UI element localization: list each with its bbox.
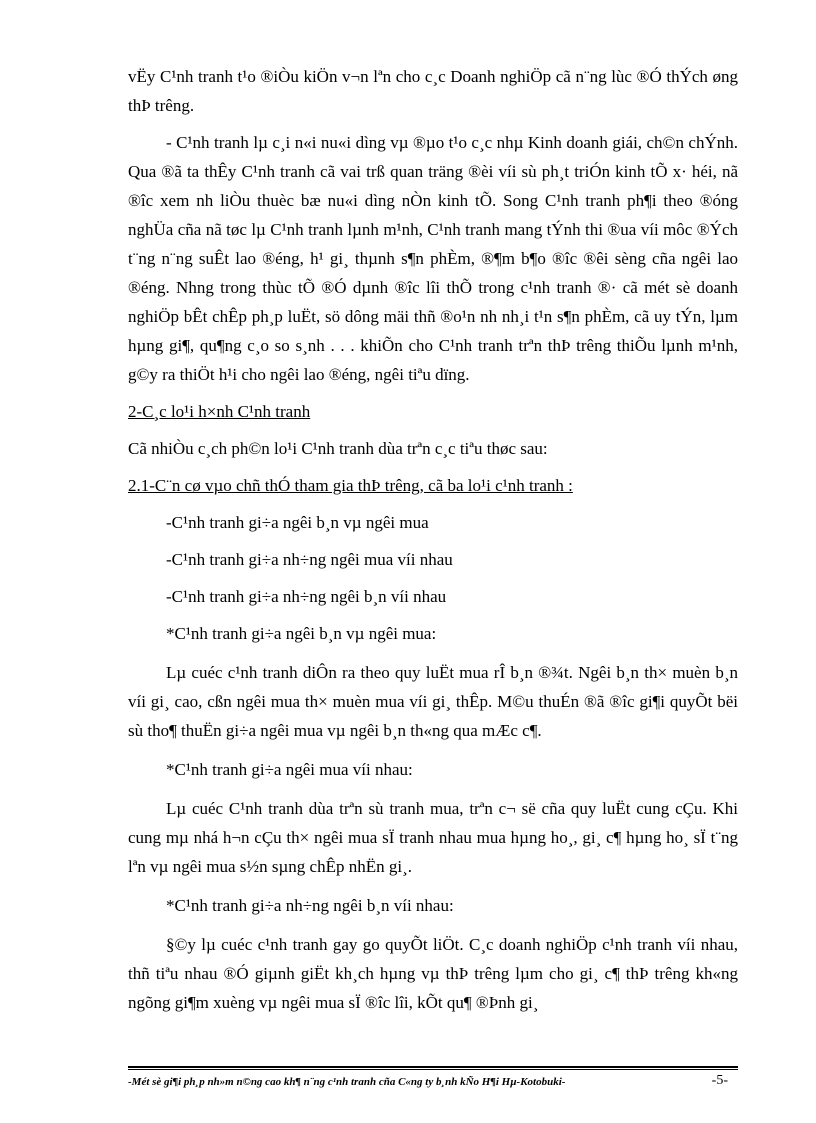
paragraph-buyers: Lµ cuéc C¹nh tranh dùa trªn sù tranh mua, trªn c¬ së cña quy luËt cung cÇu. Khi cung mµ nhá h¬n cÇu th× ngêi mua sÏ tranh nhau mua hµng ho¸, gi¸ c¶ hµng ho¸ sÏ t¨ng lªn vµ ngêi mua s½n sµng chÊp nhËn gi¸. bbox=[128, 799, 738, 876]
list-item-2: -C¹nh tranh gi÷a nh÷ng ngêi mua víi nhau bbox=[166, 550, 453, 569]
paragraph-seller-buyer: Lµ cuéc c¹nh tranh diÔn ra theo quy luËt mua rÎ b¸n ®¾t. Ngêi b¸n th× muèn b¸n víi gi¸ cao, cßn ngêi mua th× muèn mua víi gi¸ thÊp. M©u thuÉn ®ã ®îc gi¶i quyÕt bëi sù tho¶ thuËn gi÷a ngêi mua vµ ngêi b¸n th«ng qua mÆc c¶. bbox=[128, 663, 738, 740]
list-item-1: -C¹nh tranh gi÷a ngêi b¸n vµ ngêi mua bbox=[166, 513, 429, 532]
subsection-heading-2-1: 2.1-C¨n cø vµo chñ thÓ tham gia thÞ trêng, cã ba lo¹i c¹nh tranh : bbox=[128, 476, 573, 495]
section-heading-2: 2-C¸c lo¹i h×nh C¹nh tranh bbox=[128, 402, 311, 421]
subheading-seller-buyer: *C¹nh tranh gi÷a ngêi b¸n vµ ngêi mua: bbox=[166, 624, 437, 643]
page-number: -5- bbox=[711, 1073, 728, 1088]
page-footer bbox=[128, 1072, 738, 1094]
subheading-sellers: *C¹nh tranh gi÷a nh÷ng ngêi b¸n víi nhau: bbox=[166, 896, 454, 915]
paragraph-1: vËy C¹nh tranh t¹o ®iÒu kiÖn v¬n lªn cho c¸c Doanh nghiÖp cã n¨ng lùc ®Ó thÝch øng thÞ trêng. bbox=[128, 67, 738, 115]
paragraph-2: - C¹nh tranh lµ c¸i n«i nu«i dìng vµ ®µo t¹o c¸c nhµ Kinh doanh giái, ch©n chÝnh. Qua ®ã ta thÊy C¹nh tranh cã vai trß quan träng ®èi víi sù ph¸t triÓn kinh tÕ x· héi, nã ®îc xem nh liÒu thuèc bæ nu«i dìng nÒn kinh tÕ. Song C¹nh tranh ph¶i theo ®óng nghÜa cña nã tøc lµ C¹nh tranh lµnh m¹nh, C¹nh tranh mang tÝnh thi ®ua víi môc ®Ých t¨ng n¨ng suÊt lao ®éng, h¹ gi¸ thµnh s¶n phÈm, ®¶m b¶o ®îc ®êi sèng cña ngêi lao ®éng. Nhng trong thùc tÕ ®Ó dµnh ®îc lîi thÕ trong c¹nh tranh ®· cã mét sè doanh nghiÖp bÊt chÊp ph¸p luËt, sö dông mäi thñ ®o¹n nh nh¸i t¹n s¶n phÈm, cã uy tÝn, lµm hµng gi¶, qu¶ng c¸o so s¸nh . . . khiÕn cho C¹nh tranh trªn thÞ trêng thiÕu lµnh m¹nh, g©y ra thiÖt h¹i cho ngêi lao ®éng, ngêi tiªu dïng. bbox=[128, 133, 738, 384]
page-body bbox=[128, 62, 738, 1017]
footer-divider-thin bbox=[128, 1069, 738, 1070]
footer-title: -Mét sè gi¶i ph¸p nh»m n©ng cao kh¶ n¨ng c¹nh tranh cña C«ng ty b¸nh kÑo H¶i Hµ-Kotobuki- bbox=[128, 1076, 566, 1088]
list-item-3: -C¹nh tranh gi÷a nh÷ng ngêi b¸n víi nhau bbox=[166, 587, 447, 606]
footer-divider bbox=[128, 1066, 738, 1068]
subheading-buyers: *C¹nh tranh gi÷a ngêi mua víi nhau: bbox=[166, 760, 413, 779]
paragraph-sellers: §©y lµ cuéc c¹nh tranh gay go quyÕt liÖt. C¸c doanh nghiÖp c¹nh tranh víi nhau, thñ tiªu nhau ®Ó giµnh giËt kh¸ch hµng vµ thÞ trêng lµm cho gi¸ c¶ thÞ trêng kh«ng ngõng gi¶m xuèng vµ ngêi mua sÏ ®îc lîi, kÕt qu¶ ®Þnh gi¸ bbox=[128, 935, 738, 1012]
paragraph-classification: Cã nhiÒu c¸ch ph©n lo¹i C¹nh tranh dùa trªn c¸c tiªu thøc sau: bbox=[128, 439, 548, 458]
